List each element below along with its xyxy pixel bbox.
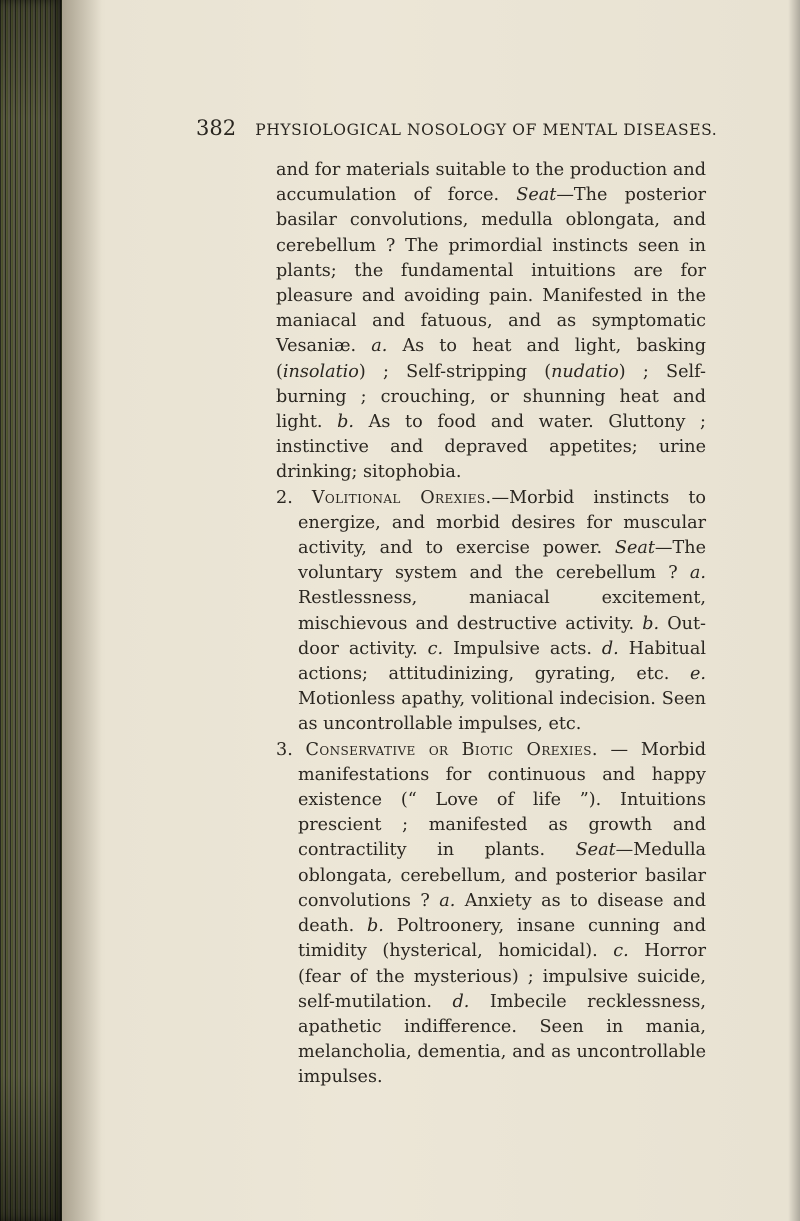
item-number: 2. bbox=[276, 487, 312, 508]
subitem-marker: e. bbox=[689, 664, 706, 685]
seat-label: Seat bbox=[614, 538, 655, 559]
subitem-marker: c. bbox=[613, 941, 629, 962]
subitem-marker: a. bbox=[689, 563, 706, 584]
subitem-marker: c. bbox=[427, 638, 444, 659]
subitem-marker: d. bbox=[452, 991, 470, 1012]
running-header bbox=[196, 116, 717, 146]
subitem-marker: b. bbox=[367, 916, 384, 937]
subitem-marker: b. bbox=[337, 412, 355, 433]
page-edge-shadow bbox=[788, 0, 800, 1221]
paragraph-continuation: and for materials suitable to the production and accumulation of force. Seat—The posterior basilar convolutions, medulla oblongata, and cerebellum ? The primordial instincts seen in plants; the fundamental intuitions are for pleasure and avoiding pain. Manifested in the maniacal and fatuous, and as symptomatic Vesaniæ. a. As to heat and light, basking (insolatio) ; Self-stripping (nudatio) ; Self-burning ; crouching, or shunning heat and light. b. As to food and water. Gluttony ; instinctive and depraved appetites; urine drinking; sitophobia. bbox=[276, 160, 706, 483]
subitem-marker: a. bbox=[439, 890, 456, 911]
book-page-edges bbox=[0, 0, 62, 1221]
subitem-marker: b. bbox=[642, 613, 660, 634]
body-text bbox=[276, 158, 706, 1091]
item-number: 3. bbox=[276, 739, 306, 760]
list-item-volitional-orexies: 2. Volitional Orexies.—Morbid instincts to energize, and morbid desires for muscular activity, and to exercise power. Seat—The voluntary system and the cerebellum ? a. Restlessness, maniacal excitement, mischievous and destructive activity. b. Out-door activity. c. Impulsive acts. d. Habitual actions; attitudinizing, gyrating, etc. e. Motionless apathy, volitional indecision. Seen as uncontrollable impulses, etc. bbox=[276, 487, 706, 735]
page-number: 382 bbox=[196, 116, 237, 140]
running-title: PHYSIOLOGICAL NOSOLOGY OF MENTAL DISEASES. bbox=[255, 121, 718, 139]
item-heading: Conservative or Biotic Orexies. bbox=[305, 739, 598, 760]
list-item-conservative-orexies: 3. Conservative or Biotic Orexies. — Morbid manifestations for continuous and happy existence (“ Love of life ”). Intuitions prescient ; manifested as growth and contractility in plants. Seat—Medulla oblongata, cerebellum, and posterior basilar convolutions ? a. Anxiety as to disease and death. b. Poltroonery, insane cunning and timidity (hysterical, homicidal). c. Horror (fear of the mysterious) ; impulsive suicide, self-mutilation. d. Imbecile recklessness, apathetic indifference. Seen in mania, melancholia, dementia, and as uncontrollable impulses. bbox=[276, 739, 706, 1088]
item-heading: Volitional Orexies. bbox=[311, 487, 492, 508]
subitem-marker: a. bbox=[371, 336, 388, 357]
subitem-marker: d. bbox=[601, 638, 619, 659]
seat-label: Seat bbox=[516, 185, 557, 206]
latin-term: insolatio bbox=[282, 361, 359, 382]
seat-label: Seat bbox=[575, 840, 616, 861]
latin-term: nudatio bbox=[551, 361, 619, 382]
